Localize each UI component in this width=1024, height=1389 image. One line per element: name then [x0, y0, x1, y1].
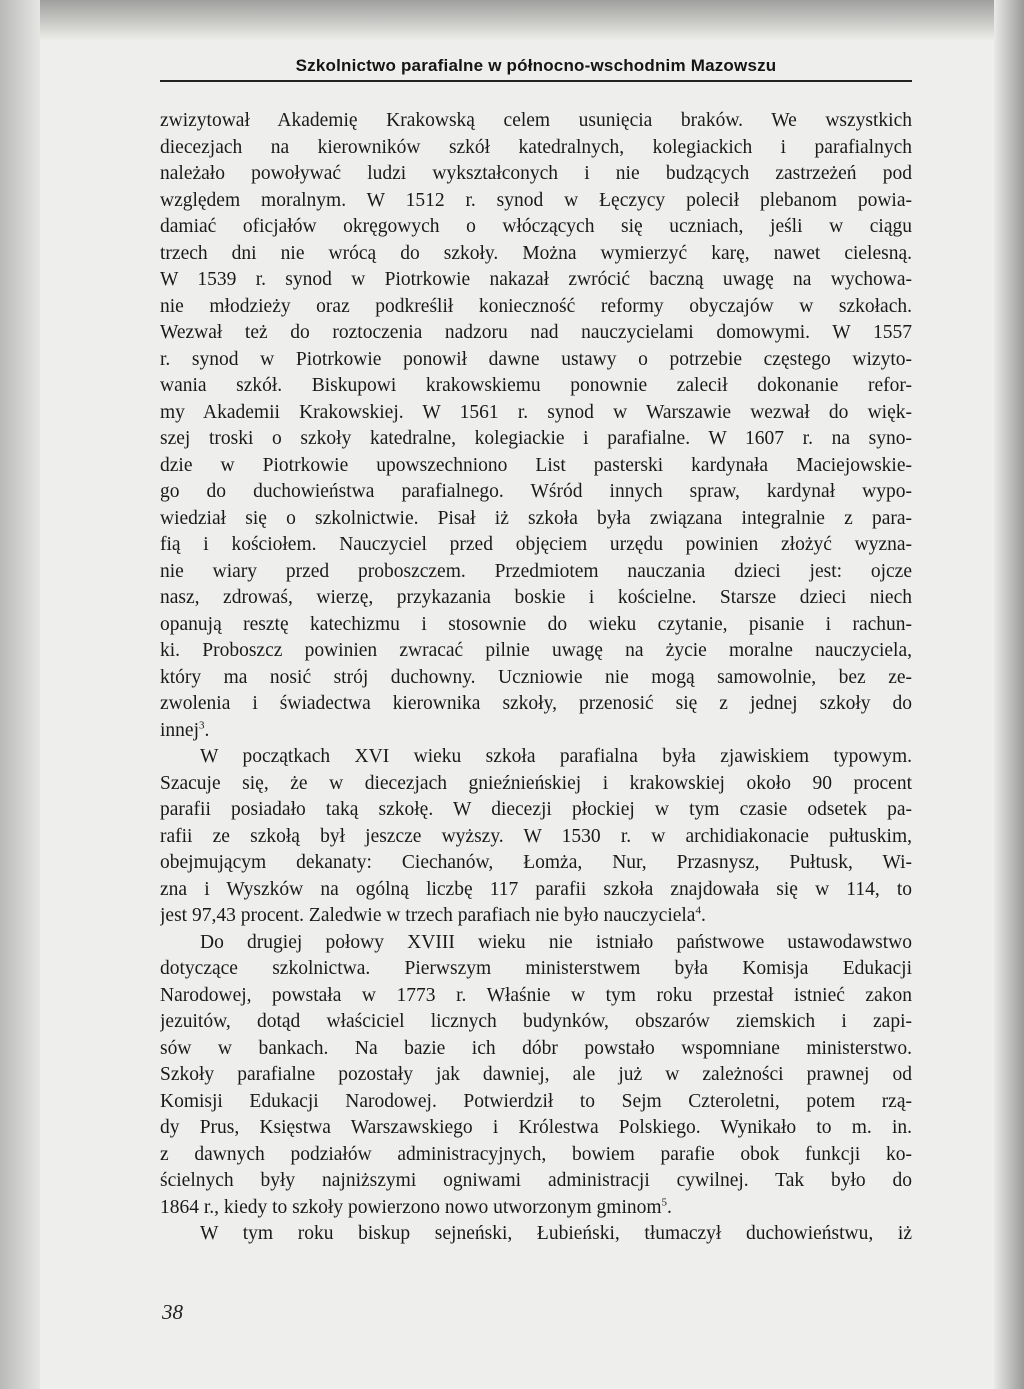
line-text: Narodowej, powstała w 1773 r. Właśnie w tym roku przestał istnieć zakon: [160, 984, 912, 1006]
text-line: [160, 479, 912, 506]
line-text: jest 97,43 procent. Zaledwie w trzech parafiach nie było nauczyciela: [160, 905, 696, 926]
line-text: dotyczące szkolnictwa. Pierwszym ministerstwem była Komisja Edukacji: [160, 958, 912, 979]
text-line: [160, 638, 912, 665]
line-text: dzie w Piotrkowie upowszechniono List pasterski kardynała Maciejowskie-: [160, 454, 912, 476]
text-line: [160, 930, 912, 957]
line-text: innej: [160, 719, 199, 741]
line-text: Szkoły parafialne pozostały jak dawniej, ale już w zależności prawnej od: [160, 1064, 912, 1085]
scan-shadow-right: [994, 0, 1024, 1389]
text-line: [160, 108, 912, 135]
page-number: 38: [162, 1300, 183, 1324]
line-text: my Akademii Krakowskiej. W 1561 r. synod w Warszawie wezwał do więk-: [160, 401, 912, 423]
text-line: [160, 1168, 912, 1195]
line-tail: .: [204, 719, 210, 741]
text-line: [160, 744, 912, 771]
line-text: W początkach XVI wieku szkoła parafialna była zjawiskiem typowym.: [200, 746, 912, 767]
footnote-ref: 4: [695, 904, 701, 917]
line-text: Do drugiej połowy XVIII wieku nie istniało państwowe ustawodawstwo: [200, 931, 912, 953]
text-line: [160, 1036, 912, 1063]
scan-shadow-top: [0, 0, 1024, 40]
text-line: [160, 585, 912, 612]
text-line: [160, 691, 912, 718]
line-text: jezuitów, dotąd właściciel licznych budynków, obszarów ziemskich i zapi-: [160, 1011, 912, 1032]
line-text: r. synod w Piotrkowie ponowił dawne ustawy o potrzebie częstego wizyto-: [160, 348, 912, 370]
line-text: W 1539 r. synod w Piotrkowie nakazał zwrócić baczną uwagę na wychowa-: [160, 269, 912, 290]
line-text: wania szkół. Biskupowi krakowskiemu ponownie zalecił dokonanie refor-: [160, 375, 912, 396]
text-line: [160, 1115, 912, 1142]
line-tail: .: [667, 1196, 672, 1218]
line-text: obejmującym dekanaty: Ciechanów, Łomża, Nur, Przasnysz, Pułtusk, Wi-: [160, 852, 912, 873]
text-line: [160, 400, 912, 427]
text-line: [160, 214, 912, 241]
line-text: szej troski o szkoły katedralne, kolegiackie i parafialne. W 1607 r. na syno-: [160, 428, 912, 449]
text-line: [160, 1142, 912, 1169]
text-line: [160, 1009, 912, 1036]
text-line: [160, 294, 912, 321]
line-text: opanują resztę katechizmu i stosownie do wieku czytanie, pisanie i rachun-: [160, 613, 912, 635]
line-text: trzech dni nie wrócą do szkoły. Można wymierzyć karę, nawet cielesną.: [160, 242, 912, 264]
line-text: który ma nosić strój duchowny. Uczniowie nie mogą samowolnie, bez ze-: [160, 666, 912, 688]
text-line: [160, 665, 912, 692]
line-text: zwizytował Akademię Krakowską celem usunięcia braków. We wszystkich: [160, 110, 912, 131]
line-text: sów w bankach. Na bazie ich dóbr powstało wspomniane ministerstwo.: [160, 1037, 912, 1059]
line-text: rafii ze szkołą był jeszcze wyższy. W 1530 r. w archidiakonacie pułtuskim,: [160, 825, 912, 847]
scan-shadow-left: [0, 0, 40, 1389]
line-text: 1864 r., kiedy to szkoły powierzono nowo utworzonym gminom: [160, 1196, 662, 1218]
text-line: [160, 559, 912, 586]
footnote-ref: 5: [661, 1196, 668, 1208]
text-line: [160, 1195, 912, 1222]
line-text: ścielnych były najniższymi ogniwami administracji cywilnej. Tak było do: [160, 1170, 912, 1191]
text-line: [160, 612, 912, 639]
text-line: [160, 426, 912, 453]
line-text: nasz, zdrowaś, wierzę, przykazania boskie i kościelne. Starsze dzieci niech: [160, 587, 912, 608]
text-line: [160, 824, 912, 851]
text-line: [160, 771, 912, 798]
line-text: zna i Wyszków na ogólną liczbę 117 parafii szkoła znajdowała się w 114, to: [160, 878, 912, 900]
line-text: diecezjach na kierowników szkół katedralnych, kolegiackich i parafialnych: [160, 136, 912, 158]
line-text: dy Prus, Księstwa Warszawskiego i Królestwa Polskiego. Wynikało to m. in.: [160, 1117, 912, 1138]
line-text: Szacuje się, że w diecezjach gnieźnieńskiej i krakowskiej około 90 procent: [160, 772, 912, 794]
text-line: [160, 453, 912, 480]
line-tail: .: [700, 905, 706, 926]
line-text: nie młodzieży oraz podkreślił konieczność reformy obyczajów w szkołach.: [160, 295, 912, 317]
text-line: [160, 373, 912, 400]
line-text: Wezwał też do roztoczenia nadzoru nad nauczycielami domowymi. W 1557: [160, 322, 912, 343]
body-text: [160, 108, 912, 1248]
line-text: parafii posiadało taką szkołę. W diecezji płockiej w tym czasie odsetek pa-: [160, 799, 912, 820]
line-text: go do duchowieństwa parafialnego. Wśród innych spraw, kardynał wypo-: [160, 481, 912, 502]
text-line: [160, 161, 912, 188]
text-line: [160, 797, 912, 824]
text-line: [160, 135, 912, 162]
line-text: W tym roku biskup sejneński, Łubieński, tłumaczył duchowieństwu, iż: [200, 1223, 912, 1244]
line-text: z dawnych podziałów administracyjnych, bowiem parafie obok funkcji ko-: [160, 1143, 912, 1165]
text-line: [160, 241, 912, 268]
line-text: nie wiary przed proboszczem. Przedmiotem nauczania dzieci jest: ojcze: [160, 560, 912, 582]
line-text: należało powoływać ludzi wykształconych i nie budzących zastrzeżeń pod: [160, 163, 912, 184]
line-text: Komisji Edukacji Narodowej. Potwierdził to Sejm Czteroletni, potem rzą-: [160, 1090, 912, 1112]
line-text: fią i kościołem. Nauczyciel przed objęciem urzędu powinien złożyć wyzna-: [160, 534, 912, 555]
line-text: względem moralnym. W 1512 r. synod w Łęczycy polecił plebanom powia-: [160, 189, 912, 211]
text-line: [160, 1089, 912, 1116]
text-line: [160, 1062, 912, 1089]
text-line: [160, 903, 912, 930]
text-line: [160, 718, 912, 745]
text-line: [160, 532, 912, 559]
text-line: [160, 956, 912, 983]
text-line: [160, 983, 912, 1010]
footnote-ref: 3: [199, 719, 205, 731]
text-line: [160, 347, 912, 374]
text-line: [160, 267, 912, 294]
line-text: damiać oficjałów okręgowych o włóczących się uczniach, jeśli w ciągu: [160, 216, 912, 237]
text-line: [160, 850, 912, 877]
text-line: [160, 877, 912, 904]
line-text: ki. Proboszcz powinien zwracać pilnie uwagę na życie moralne nauczyciela,: [160, 640, 912, 661]
header-rule: [160, 80, 912, 82]
text-line: [160, 506, 912, 533]
line-text: zwolenia i świadectwa kierownika szkoły, przenosić się z jednej szkoły do: [160, 693, 912, 714]
text-line: [160, 188, 912, 215]
text-line: [160, 1221, 912, 1248]
line-text: wiedział się o szkolnictwie. Pisał iż szkoła była związana integralnie z para-: [160, 507, 912, 529]
running-head: Szkolnictwo parafialne w północno-wschodnim Mazowszu: [295, 56, 777, 75]
text-line: [160, 320, 912, 347]
